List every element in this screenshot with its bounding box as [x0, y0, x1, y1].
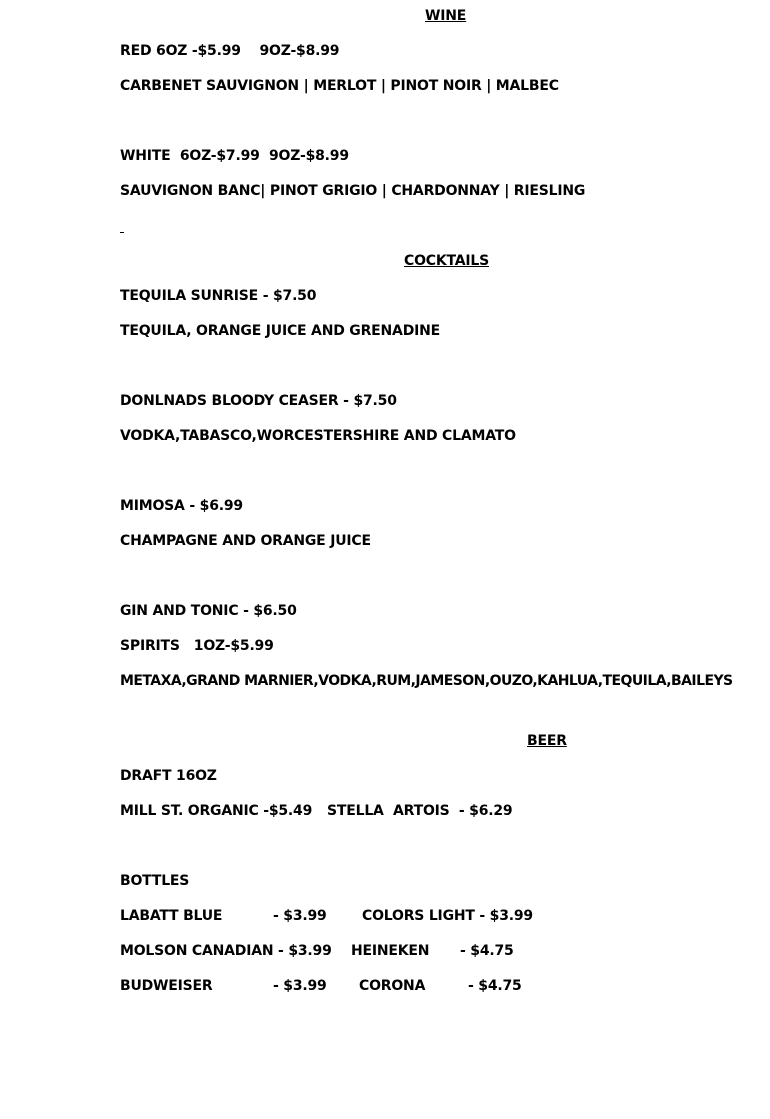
bottle-name: BUDWEISER [120, 978, 213, 994]
wine-heading: WINE [425, 8, 467, 24]
white-wine-varieties: SAUVIGNON BANC| PINOT GRIGIO | CHARDONNAY | RIESLING [120, 183, 586, 199]
bottle-price: - $4.75 [460, 943, 514, 959]
red-wine-varieties: CARBENET SAUVIGNON | MERLOT | PINOT NOIR | MALBEC [120, 78, 559, 94]
cocktail-name: MIMOSA - $6.99 [120, 498, 243, 514]
red-wine-prices: RED 6OZ -$5.99 9OZ-$8.99 [120, 43, 340, 59]
bottle-price: - $3.99 [273, 978, 327, 994]
bottle-name: HEINEKEN [351, 943, 430, 959]
bottle-row [120, 942, 540, 960]
cocktail-name: DONLNADS BLOODY CEASER - $7.50 [120, 393, 397, 409]
bottle-row [120, 977, 540, 995]
cocktail-description: CHAMPAGNE AND ORANGE JUICE [120, 533, 371, 549]
bottle-name: CORONA [359, 978, 426, 994]
bottle-price: - $4.75 [468, 978, 522, 994]
draft-item: MILL ST. ORGANIC -$5.49 [120, 803, 313, 819]
underline-mark [120, 232, 124, 233]
cocktail-name: TEQUILA SUNRISE - $7.50 [120, 288, 317, 304]
bottle-price: - $3.99 [273, 908, 327, 924]
spirits-list: METAXA,GRAND MARNIER,VODKA,RUM,JAMESON,OUZO,KAHLUA,TEQUILA,BAILEYS [120, 673, 733, 689]
bottle-name: COLORS LIGHT - $3.99 [362, 908, 533, 924]
draft-label: DRAFT 16OZ [120, 768, 217, 784]
draft-row [120, 802, 540, 820]
bottle-name: MOLSON CANADIAN - $3.99 [120, 943, 332, 959]
cocktail-name: GIN AND TONIC - $6.50 [120, 603, 297, 619]
bottle-name: LABATT BLUE [120, 908, 223, 924]
cocktail-description: VODKA,TABASCO,WORCESTERSHIRE AND CLAMATO [120, 428, 516, 444]
cocktails-heading: COCKTAILS [404, 253, 490, 269]
white-wine-prices: WHITE 6OZ-$7.99 9OZ-$8.99 [120, 148, 349, 164]
beer-heading: BEER [527, 733, 567, 749]
bottle-row [120, 907, 540, 925]
draft-item: STELLA ARTOIS - $6.29 [327, 803, 513, 819]
cocktail-description: TEQUILA, ORANGE JUICE AND GRENADINE [120, 323, 441, 339]
bottles-label: BOTTLES [120, 873, 190, 889]
spirits-prices: SPIRITS 1OZ-$5.99 [120, 638, 274, 654]
